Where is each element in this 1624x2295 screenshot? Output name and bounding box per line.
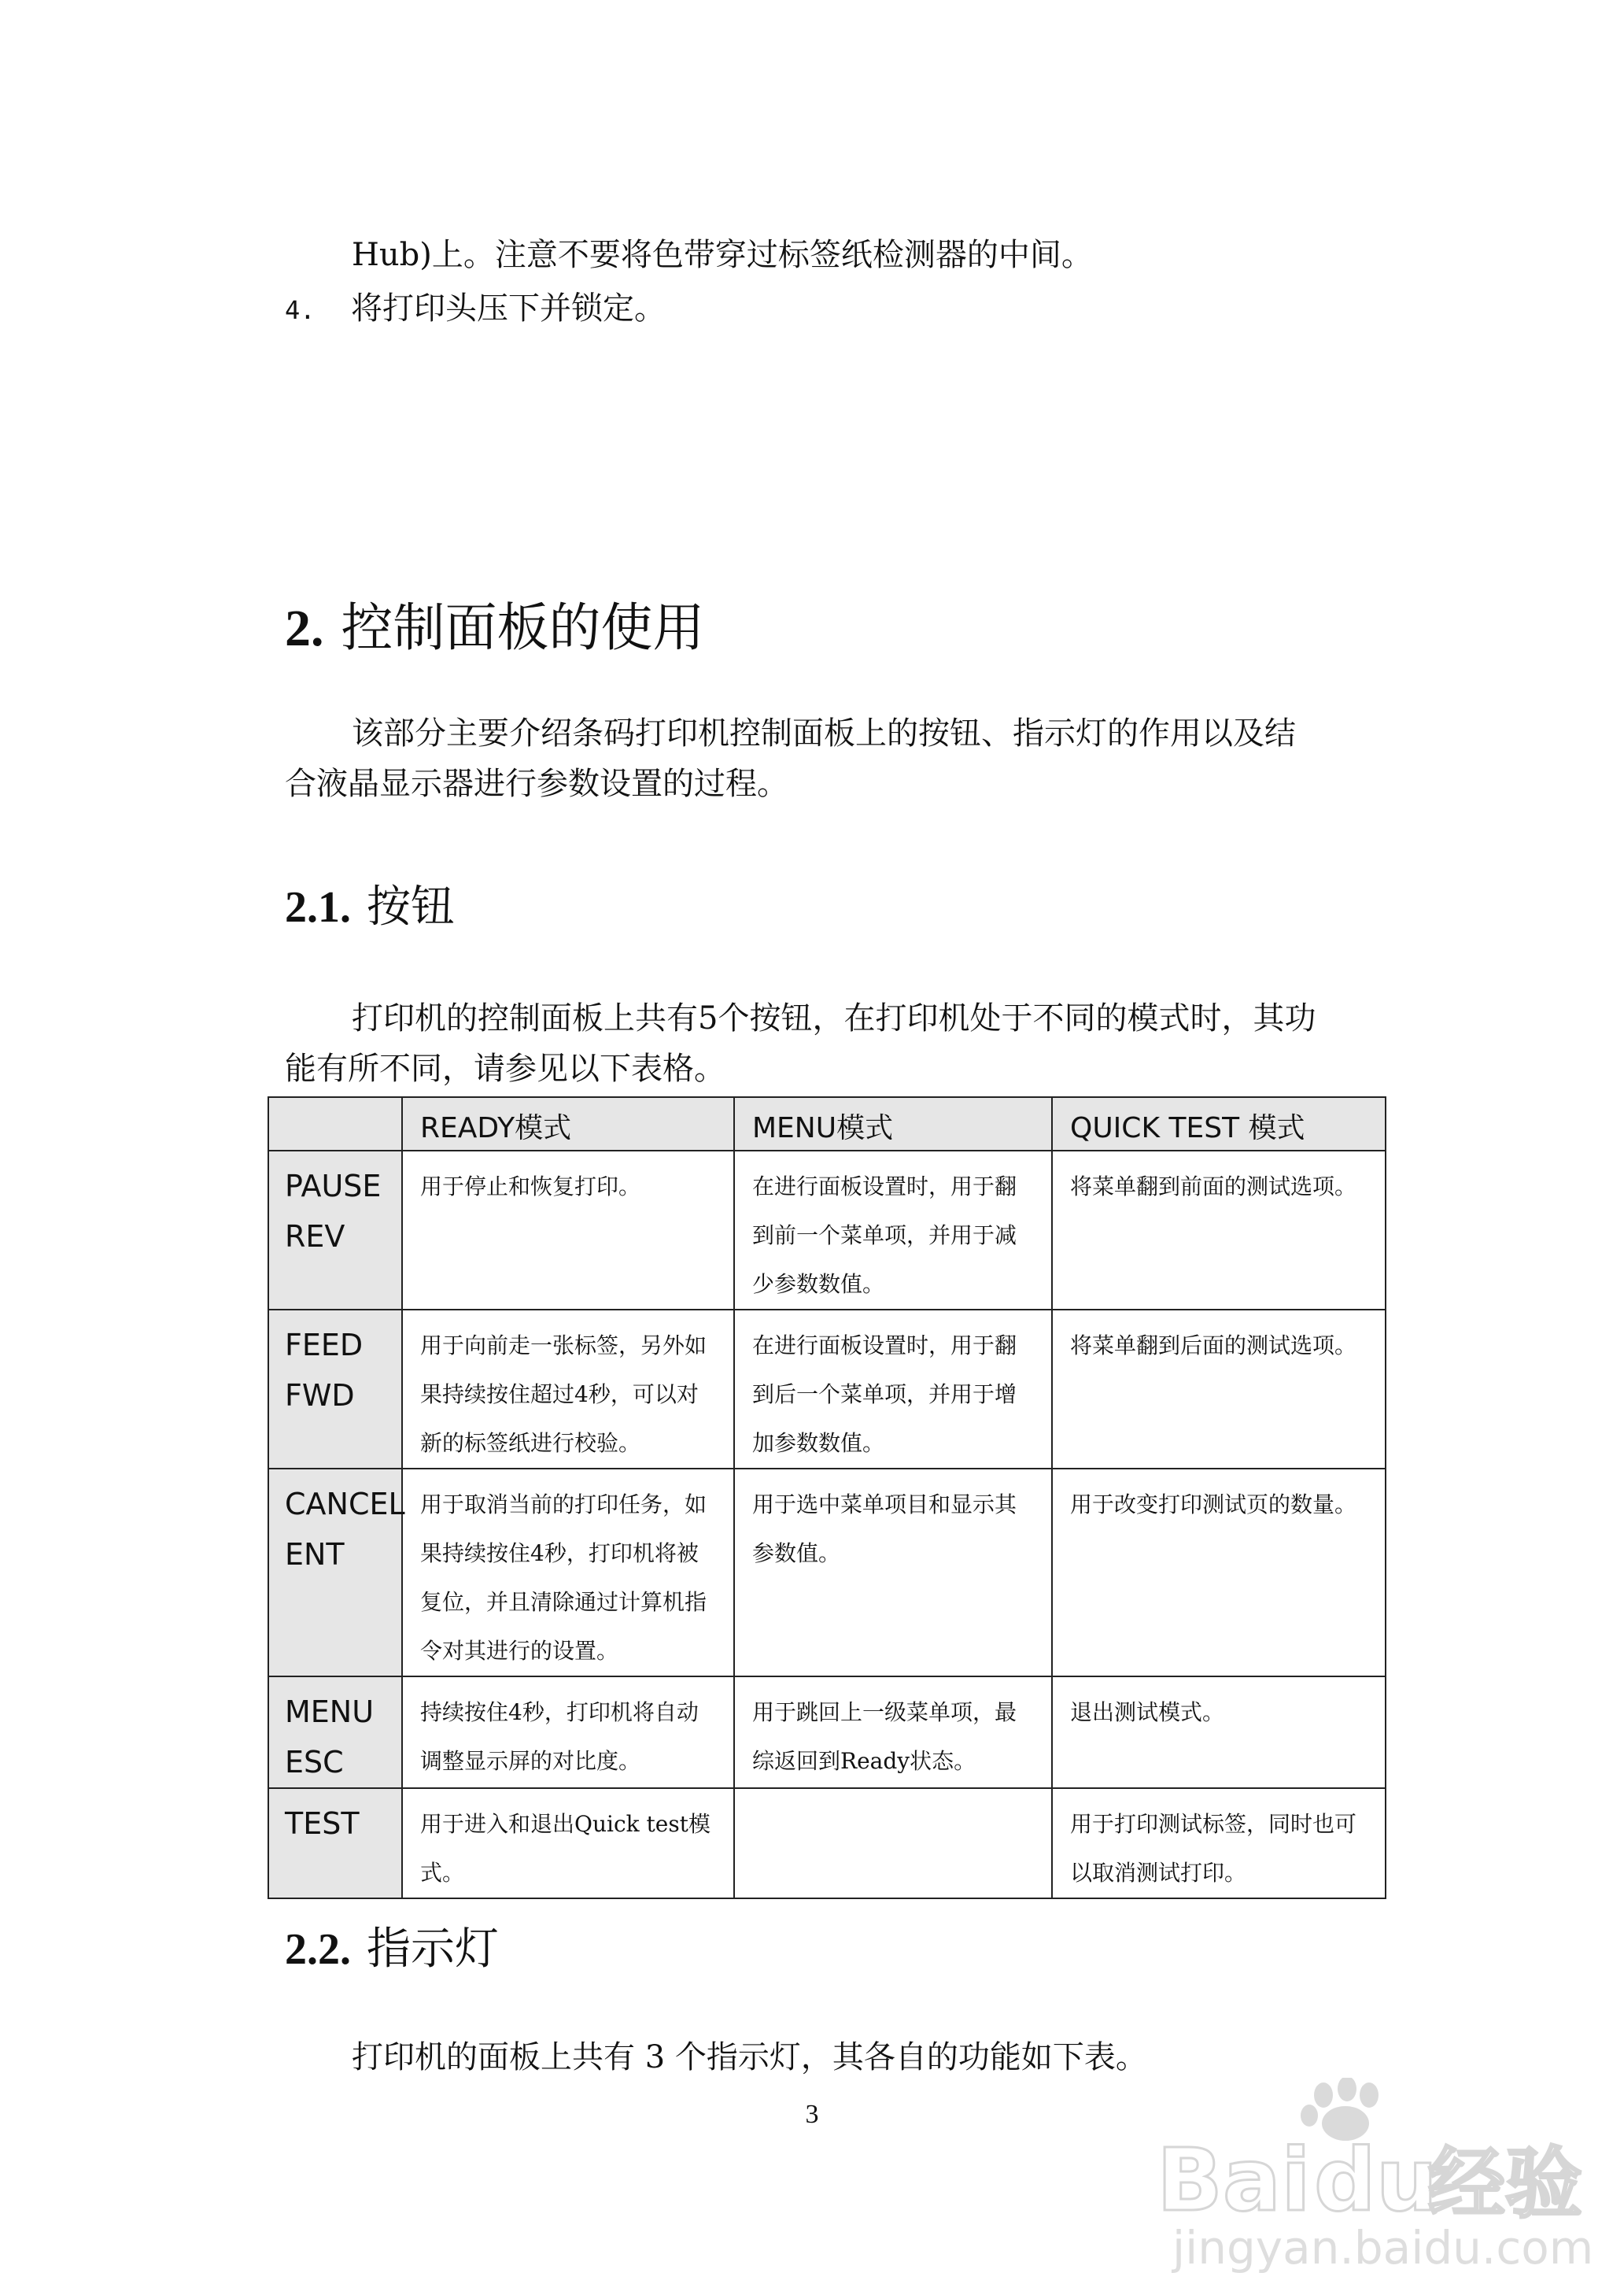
step-number: 4.: [285, 295, 316, 325]
step3-continuation: Hub)上。注意不要将色带穿过标签纸检测器的中间。: [352, 237, 1093, 273]
button-key-name: PAUSE: [285, 1169, 382, 1203]
menu-mode-cell: 用于跳回上一级菜单项，最综返回到Ready状态。: [734, 1676, 1052, 1788]
ready-mode-cell: 用于取消当前的打印任务，如果持续按住4秒，打印机将被复位，并且清除通过计算机指令对其进行的设置。: [402, 1469, 734, 1676]
section-2-1-heading: [285, 872, 455, 935]
button-key-name: CANCEL: [285, 1487, 405, 1521]
table-row: [268, 1469, 1386, 1676]
button-key-cell: [268, 1151, 402, 1310]
step-text: 将打印头压下并锁定。: [351, 290, 666, 327]
section-2-1-number: 2.1.: [285, 883, 351, 932]
menu-mode-cell: 用于选中菜单项目和显示其参数值。: [734, 1469, 1052, 1676]
section-2-paragraph-line2: 合液晶显示器进行参数设置的过程。: [285, 766, 788, 802]
quick-test-mode-cell: 用于改变打印测试页的数量。: [1052, 1469, 1386, 1676]
page-number: 3: [805, 2100, 819, 2129]
quick-test-mode-cell: 将菜单翻到后面的测试选项。: [1052, 1310, 1386, 1469]
watermark-url: jingyan.baidu.com: [1172, 2221, 1594, 2275]
table-row: [268, 1676, 1386, 1788]
button-key-name: TEST: [285, 1806, 360, 1841]
baidu-jingyan-watermark: [1157, 2078, 1597, 2275]
section-2-1-paragraph-line2: 能有所不同，请参见以下表格。: [285, 1051, 725, 1087]
button-key-name: MENU: [285, 1694, 375, 1729]
table-header-cell: READY模式: [402, 1097, 734, 1151]
menu-mode-cell: 在进行面板设置时，用于翻到前一个菜单项，并用于减少参数数值。: [734, 1151, 1052, 1310]
watermark-brand-du: du: [1314, 2130, 1438, 2230]
section-2-title: 控制面板的使用: [341, 597, 705, 658]
section-2-heading: [285, 586, 705, 660]
table-header-row: [268, 1097, 1386, 1151]
quick-test-mode-cell: 将菜单翻到前面的测试选项。: [1052, 1151, 1386, 1310]
quick-test-mode-cell: 退出测试模式。: [1052, 1676, 1386, 1788]
section-2-2-paragraph-text: 打印机的面板上共有 3 个指示灯，其各自的功能如下表。: [352, 2039, 1147, 2075]
button-key-alt: ENT: [285, 1537, 345, 1572]
section-2-number: 2.: [285, 600, 324, 657]
watermark-brand: Bai: [1157, 2130, 1311, 2230]
button-key-cell: [268, 1469, 405, 1676]
button-key-cell: [268, 1310, 402, 1469]
ready-mode-cell: 用于进入和退出Quick test模式。: [402, 1788, 734, 1898]
step-4: [285, 283, 666, 328]
button-key-name: FEED: [285, 1328, 364, 1362]
table-header-cell: QUICK TEST 模式: [1052, 1097, 1386, 1151]
section-2-1-paragraph-line1: 打印机的控制面板上共有5个按钮，在打印机处于不同的模式时，其功: [352, 1000, 1316, 1037]
table-row: [268, 1788, 1386, 1898]
button-key-alt: ESC: [285, 1745, 344, 1779]
quick-test-mode-cell: 用于打印测试标签，同时也可以取消测试打印。: [1052, 1788, 1386, 1898]
ready-mode-cell: 用于停止和恢复打印。: [402, 1151, 734, 1310]
table-header-cell: MENU模式: [734, 1097, 1052, 1151]
ready-mode-cell: 持续按住4秒，打印机将自动调整显示屏的对比度。: [402, 1676, 734, 1788]
watermark-product: 经验: [1428, 2139, 1583, 2229]
ready-mode-cell: 用于向前走一张标签，另外如果持续按住超过4秒，可以对新的标签纸进行校验。: [402, 1310, 734, 1469]
table-row: [268, 1151, 1386, 1310]
button-key-cell: [268, 1676, 402, 1788]
menu-mode-cell: 在进行面板设置时，用于翻到后一个菜单项，并用于增加参数数值。: [734, 1310, 1052, 1469]
section-2-2-title: 指示灯: [367, 1924, 499, 1975]
table-row: [268, 1310, 1386, 1469]
table-header-cell: [268, 1097, 402, 1151]
button-key-cell: [268, 1788, 402, 1898]
button-key-alt: REV: [285, 1219, 345, 1254]
section-2-2-heading: [285, 1914, 499, 1977]
section-2-1-paragraph: [285, 993, 1316, 1094]
menu-mode-cell: [734, 1788, 1052, 1898]
button-key-alt: FWD: [285, 1378, 355, 1413]
section-2-paragraph: [285, 708, 1296, 809]
section-2-2-paragraph: [285, 2032, 1147, 2082]
section-2-paragraph-line1: 该部分主要介绍条码打印机控制面板上的按钮、指示灯的作用以及结: [352, 715, 1296, 752]
section-2-1-title: 按钮: [367, 881, 455, 933]
button-function-table: [268, 1096, 1386, 1899]
section-2-2-number: 2.2.: [285, 1925, 351, 1974]
